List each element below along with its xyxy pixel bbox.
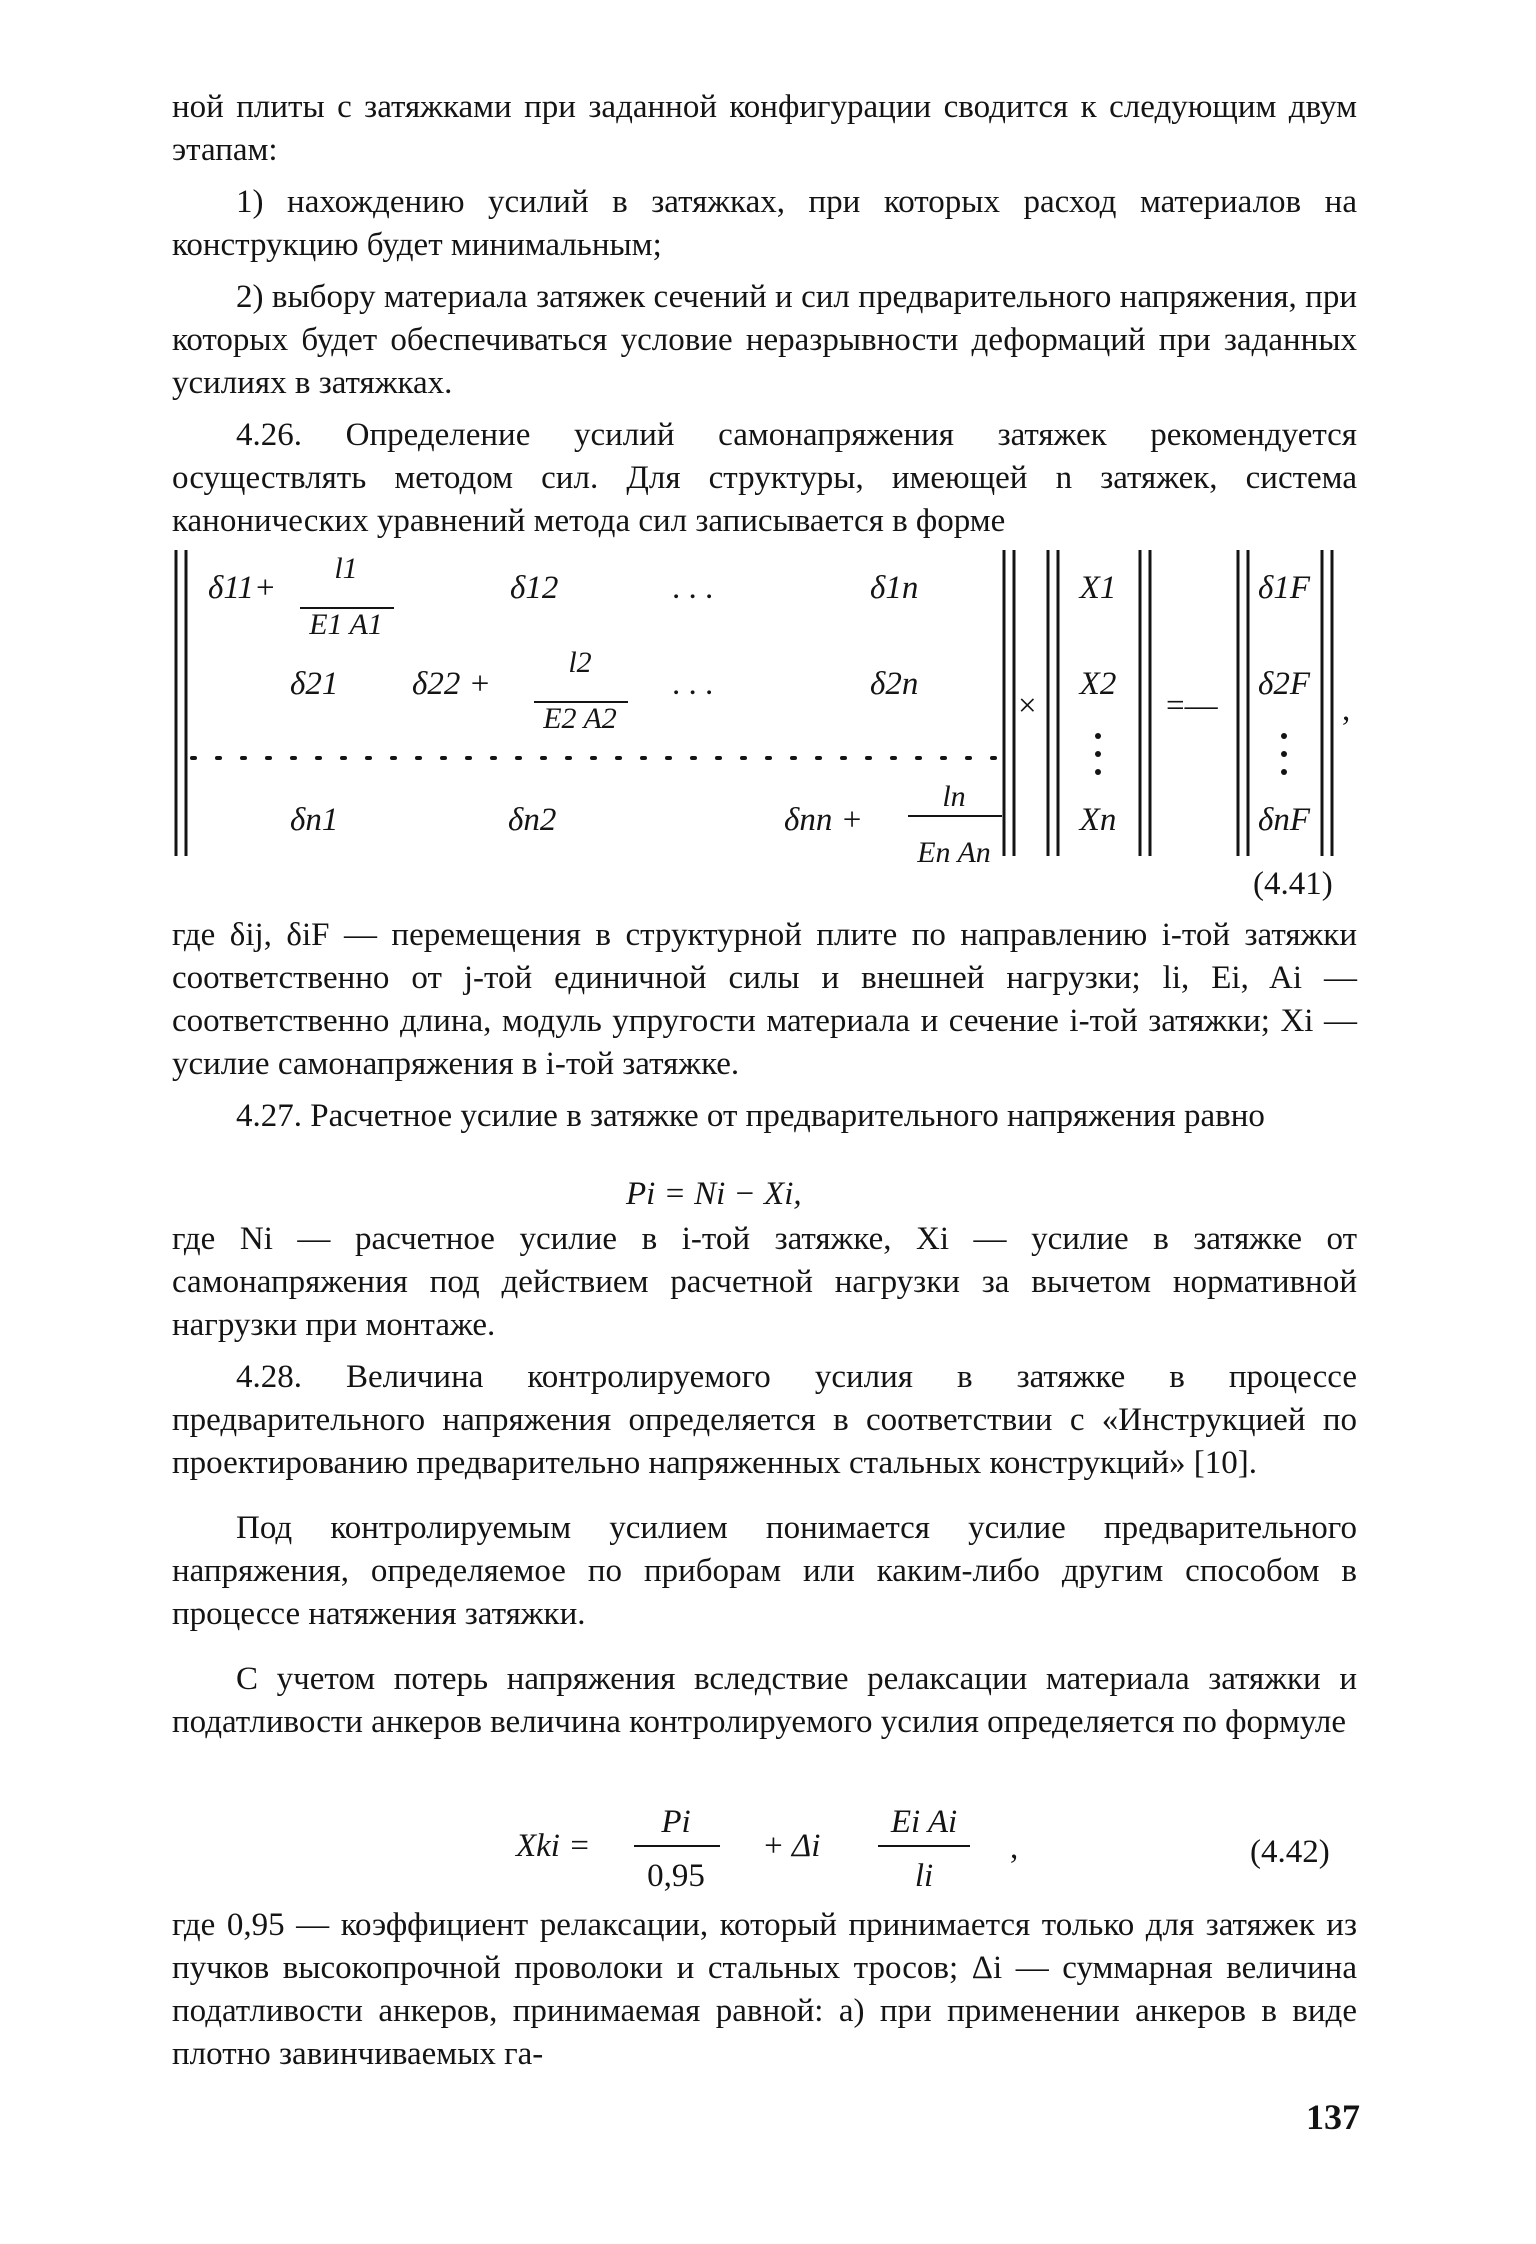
definitions-p: где Ni — расчетное усилие в i-той затяжке, Xi — усилие в затяжке от самонапряжения под действием расчетной нагрузки за вычетом нормативной нагрузки при монтаже. xyxy=(172,1221,1357,1343)
m-r2-l2: l2 xyxy=(568,646,592,679)
m-r1-c2: δ12 xyxy=(510,570,559,606)
x-2: X2 xyxy=(1079,666,1117,702)
f-1: δ1F xyxy=(1258,570,1310,606)
text-block-top xyxy=(172,86,1357,543)
m-r1-cn: δ1n xyxy=(870,570,919,606)
page-number: 137 xyxy=(1306,2097,1360,2137)
matrix-equation-4-41 xyxy=(172,548,1357,868)
m-r1-dots: . . . xyxy=(672,570,714,606)
eq442-f1-den: 0,95 xyxy=(647,1858,705,1894)
paragraph-formula-intro: С учетом потерь напряжения вследствие релаксации материала затяжки и податливости анкеров величина контролируемого усилия определяется по формуле xyxy=(172,1661,1357,1740)
section-4-28: 4.28. Величина контролируемого усилия в затяжке в процессе предварительного напряжения определяется в соответствии с «Инструкцией по проектированию предварительно напряженных стальных конструкций» [10]. xyxy=(172,1359,1357,1481)
section-4-26: 4.26. Определение усилий самонапряжения затяжек рекомендуется осуществлять методом сил. Для структуры, имеющей n затяжек, система канонических уравнений метода сил записывается в форме xyxy=(172,417,1357,539)
section-4-27: 4.27. Расчетное усилие в затяжке от предварительного напряжения равно xyxy=(236,1098,1265,1134)
x-n: Xn xyxy=(1079,802,1117,838)
m-r4-c2: δn2 xyxy=(508,802,557,838)
f-n: δnF xyxy=(1258,802,1310,838)
equation-p: Pi = Ni − Xi, xyxy=(626,1176,802,1212)
m-r4-enan: En An xyxy=(917,836,991,868)
eq442-f1-num: Pi xyxy=(661,1804,691,1840)
f-2: δ2F xyxy=(1258,666,1310,702)
eq442-lhs: Xki = xyxy=(516,1828,591,1864)
equation-number-4-41: (4.41) xyxy=(1253,866,1333,902)
times-sign: × xyxy=(1018,688,1037,724)
eq442-f2-num: Ei Ai xyxy=(890,1804,958,1840)
text-block-bottom xyxy=(172,1904,1357,2076)
paragraph-continued: ной плиты с затяжками при заданной конфигурации сводится к следующим двум этапам: xyxy=(172,89,1357,168)
text-block-lower xyxy=(172,1218,1357,1744)
text-block-middle xyxy=(172,914,1357,1138)
eq442-comma: , xyxy=(1010,1830,1019,1866)
paragraph-controlled-force: Под контролируемым усилием понимается усилие предварительного напряжения, определяемое по приборам или каким-либо другим способом в процессе натяжения затяжки. xyxy=(172,1510,1357,1632)
x-1: X1 xyxy=(1079,570,1117,606)
equals-minus: =— xyxy=(1166,688,1218,724)
equation-4-42 xyxy=(500,1796,1060,1896)
m-r2-cn: δ2n xyxy=(870,666,919,702)
eq442-f2-den: li xyxy=(914,1858,934,1894)
definitions-4-41: где δij, δiF — перемещения в структурной плите по направлению i-той затяжки соответственно от j-той единичной силы и внешней нагрузки; li, Ei, Ai — соответственно длина, модуль упругости материала и сечение i-той затяжки; Xi — усилие самонапряжения в i-той затяжке. xyxy=(172,917,1357,1082)
m-r1-l1: l1 xyxy=(334,552,358,585)
matrix-comma: , xyxy=(1342,692,1351,728)
m-r1-c1: δ11+ xyxy=(208,570,277,606)
m-r2-c1: δ21 xyxy=(290,666,339,702)
m-r2-c2: δ22 + xyxy=(412,666,491,702)
equation-number-4-42: (4.42) xyxy=(1250,1834,1330,1870)
m-r1-e1a1: E1 A1 xyxy=(309,608,383,641)
m-r4-ln: ln xyxy=(942,780,966,813)
m-r4-cn: δnn + xyxy=(784,802,863,838)
m-r2-dots: . . . xyxy=(672,666,714,702)
m-r4-c1: δn1 xyxy=(290,802,339,838)
definitions-4-42: где 0,95 — коэффициент релаксации, который принимается только для затяжек из пучков высокопрочной проволоки и стальных тросов; Δi — суммарная величина податливости анкеров, принимаемая равной: а) при применении анкеров в виде плотно завинчиваемых га- xyxy=(172,1907,1357,2072)
list-item-2: 2) выбору материала затяжек сечений и сил предварительного напряжения, при которых будет обеспечиваться условие неразрывности деформаций при заданных усилиях в затяжках. xyxy=(172,279,1357,401)
m-r2-e2a2: E2 A2 xyxy=(543,702,617,735)
list-item-1: 1) нахождению усилий в затяжках, при которых расход материалов на конструкцию будет минимальным; xyxy=(172,184,1357,263)
eq442-plus: + Δi xyxy=(762,1828,821,1864)
